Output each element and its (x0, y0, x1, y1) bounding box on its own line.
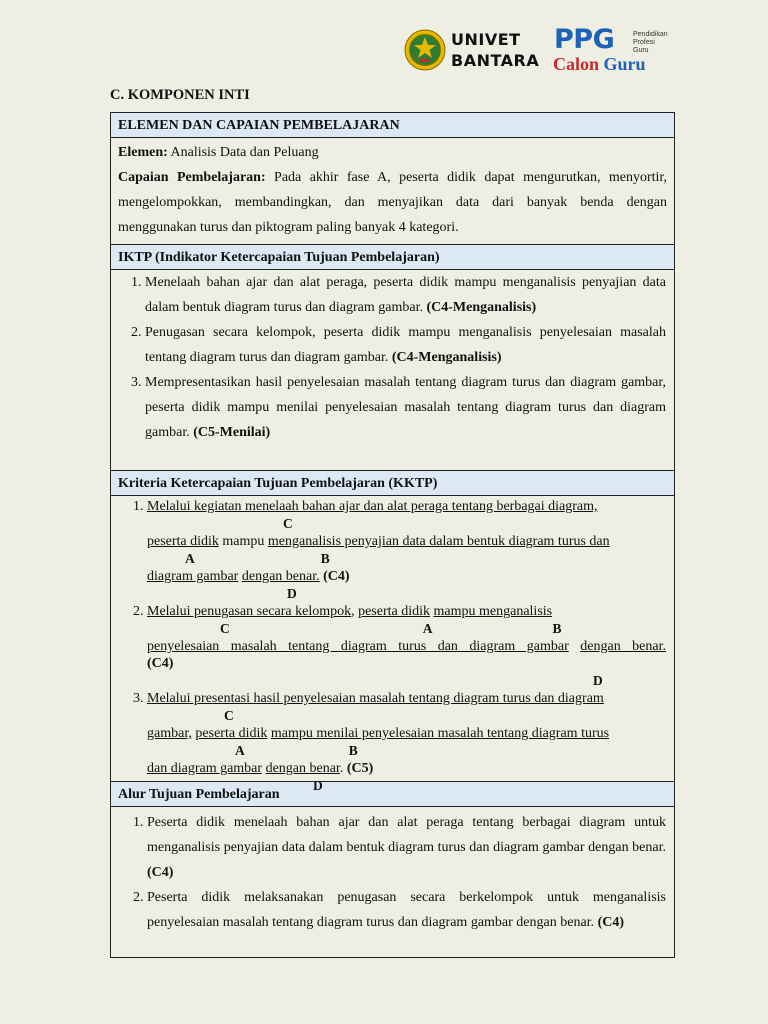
section-title: C. KOMPONEN INTI (110, 87, 250, 103)
label-b: B (348, 743, 358, 758)
iktp-item: 3. Mempresentasikan hasil penyelesaian masalah tentang diagram turus dan diagram gambar, peserta didik mampu menilai penyelesaian masalah tentang diagram turus dan diagram gambar. (C5-Menilai) (145, 370, 666, 445)
capaian-paragraph: Capaian Pembelajaran: Pada akhir fase A, peserta didik dapat mengurutkan, menyortir, mengelompokkan, membandingkan, dan menyajikan data dari banyak benda dengan menggunakan turus dan piktogram paling banyak 4 kategori. (118, 170, 668, 235)
iktp-header: IKTP (Indikator Ketercapaian Tujuan Pembelajaran) (111, 245, 674, 270)
label-a: A (422, 621, 433, 636)
ppg-wordmark: PPG (554, 24, 615, 55)
atp-item: 2. Peserta didik melaksanakan penugasan secara berkelompok untuk menganalisis penyelesaian masalah tentang diagram turus dan diagram gambar dengan benar. (C4) (147, 885, 666, 935)
kktp-item: 1. Melalui kegiatan menelaah bahan ajar dan alat peraga tentang berbagai diagram, C peserta didik mampu menganalisis penyajian data dalam bentuk diagram turus dan A B diagram gambar dengan benar. (C4) D (147, 498, 666, 603)
kktp-item: 2. Melalui penugasan secara kelompok, peserta didik mampu menganalisis C A B penyelesaian masalah tentang diagram turus dan diagram gambar dengan benar. (C4) D (147, 603, 666, 690)
label-c: C (283, 516, 293, 531)
label-d: D (287, 586, 297, 601)
label-b: B (552, 621, 562, 636)
ppg-subtitle: Pendidikan Profesi Guru (633, 31, 668, 54)
label-d: D (313, 778, 323, 793)
kktp-item: 3. Melalui presentasi hasil penyelesaian masalah tentang diagram turus dan diagram C gambar, peserta didik mampu menilai penyelesaian masalah tentang diagram turus A B dan diagram gambar dengan benar. (C5) D (147, 690, 666, 795)
atp-list (111, 807, 674, 938)
atp-header: Alur Tujuan Pembelajaran (111, 782, 674, 807)
iktp-list (111, 270, 674, 448)
elemen-capaian-cell (111, 138, 674, 245)
label-a: A (185, 551, 195, 566)
komponen-inti-table (110, 112, 675, 958)
atp-cell (111, 807, 674, 958)
univet-wordmark: UNIVET BANTARA (451, 30, 540, 70)
calon-guru-wordmark: Calon Guru (553, 54, 646, 74)
elemen-line: Elemen: Analisis Data dan Peluang (118, 145, 319, 160)
univet-seal-icon (404, 29, 446, 71)
atp-item: 1. Peserta didik menelaah bahan ajar dan alat peraga tentang berbagai diagram untuk menganalisis penyajian data dalam bentuk diagram turus dan diagram gambar dengan benar. (C4) (147, 810, 666, 885)
iktp-cell (111, 270, 674, 471)
elemen-header: ELEMEN DAN CAPAIAN PEMBELAJARAN (111, 113, 674, 138)
label-c: C (224, 708, 234, 723)
kktp-list (111, 498, 674, 797)
iktp-item: 1. Menelaah bahan ajar dan alat peraga, peserta didik mampu menganalisis penyajian data dalam bentuk diagram turus dan diagram gambar. (C4-Menganalisis) (145, 270, 666, 320)
kktp-header: Kriteria Ketercapaian Tujuan Pembelajaran (KKTP) (111, 471, 674, 496)
iktp-item: 2. Penugasan secara kelompok, peserta didik mampu menganalisis penyelesaian masalah tentang diagram turus dan diagram gambar. (C4-Menganalisis) (145, 320, 666, 370)
header-logos (404, 26, 674, 78)
kktp-cell (111, 496, 674, 793)
label-b: B (320, 551, 330, 566)
label-c: C (220, 621, 230, 636)
label-a: A (235, 743, 245, 758)
label-d: D (593, 673, 603, 688)
